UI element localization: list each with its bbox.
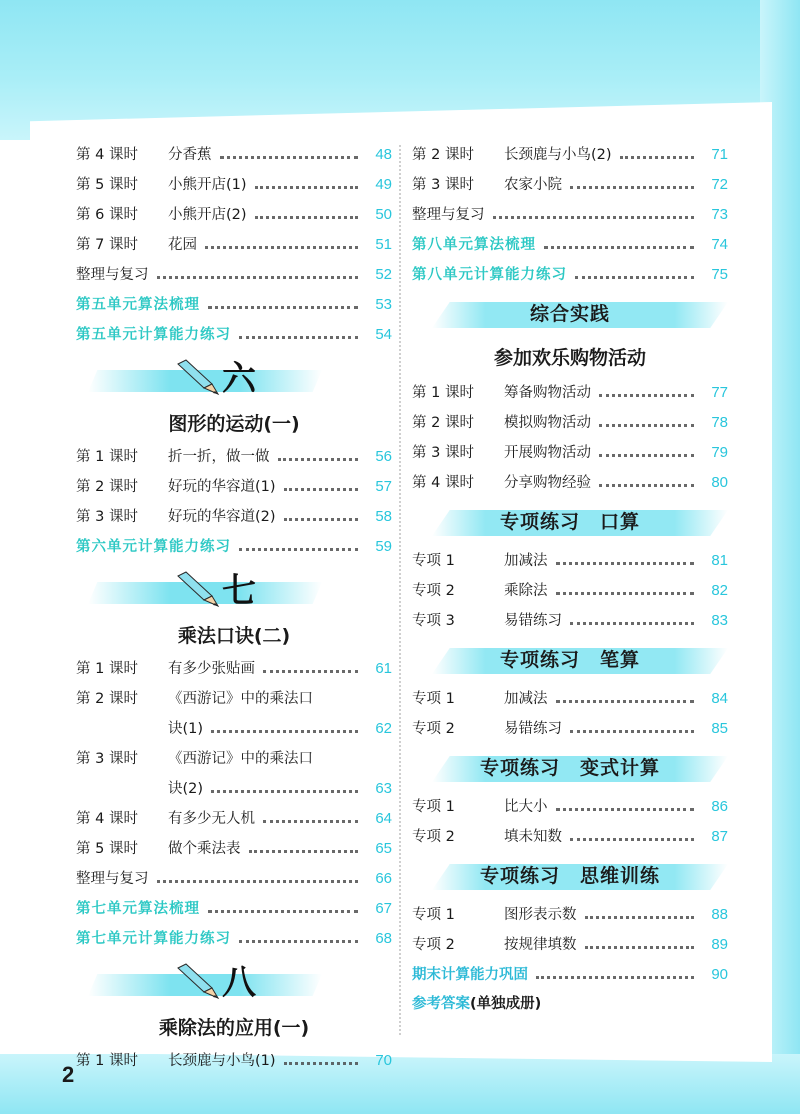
unit-title: 乘法口诀(二) — [177, 625, 291, 647]
leader-dots — [556, 561, 695, 565]
leader-dots — [255, 185, 358, 189]
answer-key-entry[interactable] — [412, 990, 728, 1018]
page-ref: 51 — [375, 236, 392, 253]
toc-row[interactable]: 专项 2 乘除法 82 — [412, 576, 728, 606]
page-ref: 64 — [375, 810, 392, 827]
activity-title: 参加欢乐购物活动 — [493, 347, 646, 369]
leader-dots — [208, 909, 358, 913]
page-ref: 72 — [711, 176, 728, 193]
leader-dots — [208, 305, 358, 309]
toc-row[interactable]: 第 3 课时 《西游记》中的乘法口 — [76, 751, 313, 767]
leader-dots — [556, 699, 695, 703]
leader-dots — [239, 939, 358, 943]
page-ref: 56 — [375, 448, 392, 465]
toc-row[interactable]: 专项 3 易错练习 83 — [412, 606, 728, 636]
page-ref: 49 — [375, 176, 392, 193]
toc-row-practice[interactable]: 第六单元计算能力练习 59 — [76, 532, 392, 562]
toc-row-practice[interactable]: 第七单元计算能力练习 68 — [76, 924, 392, 954]
toc-row[interactable]: 第 3 课时 开展购物活动 79 — [412, 438, 728, 468]
page-ref: 59 — [375, 538, 392, 555]
unit-banner-7 — [76, 568, 392, 616]
page-ref: 65 — [375, 840, 392, 857]
page-ref: 57 — [375, 478, 392, 495]
toc-right-column — [412, 140, 728, 1018]
leader-dots — [570, 837, 694, 841]
toc-row[interactable]: 第 3 课时 农家小院 72 — [412, 170, 728, 200]
toc-row-algorithm[interactable]: 第八单元算法梳理 74 — [412, 230, 728, 260]
page-ref: 85 — [711, 720, 728, 737]
column-divider — [399, 145, 401, 1035]
toc-group-unit8-cont — [412, 140, 728, 290]
toc-row[interactable]: 第 1 课时 有多少张贴画 61 — [76, 654, 392, 684]
leader-dots — [620, 155, 694, 159]
leader-dots — [284, 517, 358, 521]
leader-dots — [599, 453, 694, 457]
toc-row-review[interactable]: 整理与复习 73 — [412, 200, 728, 230]
toc-row[interactable]: 第 2 课时 长颈鹿与小鸟(2) 71 — [412, 140, 728, 170]
page-ref: 82 — [711, 582, 728, 599]
toc-row[interactable]: 专项 1 加减法 81 — [412, 546, 728, 576]
toc-row-practice[interactable]: 第五单元计算能力练习 54 — [76, 320, 392, 350]
page-ref: 58 — [375, 508, 392, 525]
leader-dots — [570, 621, 694, 625]
leader-dots — [599, 483, 694, 487]
leader-dots — [239, 335, 358, 339]
section-title: 专项练习 思维训练 — [479, 865, 660, 887]
leader-dots — [493, 215, 695, 219]
toc-group-written — [412, 684, 728, 744]
leader-dots — [536, 975, 694, 979]
page-ref: 77 — [711, 384, 728, 401]
leader-dots — [239, 547, 358, 551]
page-ref: 78 — [711, 414, 728, 431]
unit-title: 乘除法的应用(一) — [158, 1017, 310, 1039]
toc-group-unit8 — [76, 1046, 392, 1076]
toc-row[interactable]: 第 6 课时 小熊开店(2) 50 — [76, 200, 392, 230]
toc-row[interactable]: 第 1 课时 长颈鹿与小鸟(1) 70 — [76, 1046, 392, 1076]
section-banner-variant — [412, 748, 728, 788]
toc-row[interactable]: 第 2 课时 好玩的华容道(1) 57 — [76, 472, 392, 502]
section-banner-written — [412, 640, 728, 680]
toc-row-final-review[interactable]: 期末计算能力巩固 90 — [412, 960, 728, 990]
leader-dots — [585, 945, 695, 949]
section-banner-thinking — [412, 856, 728, 896]
toc-row[interactable]: 第 1 课时 折一折，做一做 56 — [76, 442, 392, 472]
toc-row[interactable]: 第 4 课时 分享购物经验 80 — [412, 468, 728, 498]
section-banner-practice — [412, 294, 728, 334]
unit-banner-6 — [76, 356, 392, 404]
leader-dots — [263, 819, 358, 823]
toc-row[interactable]: 专项 2 按规律填数 89 — [412, 930, 728, 960]
toc-group-unit7 — [76, 654, 392, 954]
toc-row-practice[interactable]: 第八单元计算能力练习 75 — [412, 260, 728, 290]
pencil-icon — [172, 962, 222, 1002]
page-ref: 90 — [711, 966, 728, 983]
toc-row[interactable]: 专项 1 加减法 84 — [412, 684, 728, 714]
toc-row[interactable]: 专项 2 填未知数 87 — [412, 822, 728, 852]
answer-key-label: 参考答案 — [412, 996, 470, 1012]
unit-number: 八 — [222, 963, 256, 1003]
page-ref: 80 — [711, 474, 728, 491]
toc-group-shopping — [412, 378, 728, 498]
toc-row-continued[interactable]: 诀(2) 63 — [76, 774, 392, 804]
toc-row[interactable]: 第 1 课时 筹备购物活动 77 — [412, 378, 728, 408]
page-ref: 61 — [375, 660, 392, 677]
leader-dots — [585, 915, 695, 919]
toc-group-oral — [412, 546, 728, 636]
toc-row[interactable]: 第 4 课时 分香蕉 48 — [76, 140, 392, 170]
answer-key-note: (单独成册) — [470, 996, 542, 1012]
leader-dots — [599, 393, 694, 397]
page-ref: 74 — [711, 236, 728, 253]
toc-row-algorithm[interactable]: 第五单元算法梳理 53 — [76, 290, 392, 320]
leader-dots — [263, 669, 358, 673]
toc-row-review[interactable]: 整理与复习 66 — [76, 864, 392, 894]
leader-dots — [205, 245, 358, 249]
toc-row[interactable]: 专项 1 图形表示数 88 — [412, 900, 728, 930]
leader-dots — [278, 457, 359, 461]
toc-row[interactable]: 第 5 课时 小熊开店(1) 49 — [76, 170, 392, 200]
section-title: 专项练习 口算 — [499, 511, 640, 533]
unit-title: 图形的运动(一) — [168, 413, 300, 435]
toc-row[interactable]: 第 5 课时 做个乘法表 65 — [76, 834, 392, 864]
toc-group-thinking — [412, 900, 728, 990]
leader-dots — [211, 789, 358, 793]
page-ref: 86 — [711, 798, 728, 815]
page-ref: 66 — [375, 870, 392, 887]
page-ref: 48 — [375, 146, 392, 163]
leader-dots — [570, 185, 694, 189]
leader-dots — [157, 275, 359, 279]
page-ref: 84 — [711, 690, 728, 707]
page-ref: 50 — [375, 206, 392, 223]
toc-row[interactable]: 专项 1 比大小 86 — [412, 792, 728, 822]
page-ref: 68 — [375, 930, 392, 947]
page-ref: 54 — [375, 326, 392, 343]
page-ref: 67 — [375, 900, 392, 917]
page-ref: 87 — [711, 828, 728, 845]
unit-number: 六 — [222, 359, 256, 399]
toc-row[interactable]: 第 2 课时 《西游记》中的乘法口 — [76, 691, 313, 707]
section-title: 专项练习 笔算 — [499, 649, 640, 671]
page-ref: 71 — [711, 146, 728, 163]
toc-row-continued[interactable]: 诀(1) 62 — [76, 714, 392, 744]
page-ref: 75 — [711, 266, 728, 283]
page-ref: 81 — [711, 552, 728, 569]
leader-dots — [575, 275, 694, 279]
leader-dots — [570, 729, 694, 733]
leader-dots — [211, 729, 358, 733]
page-ref: 79 — [711, 444, 728, 461]
toc-row-review[interactable]: 整理与复习 52 — [76, 260, 392, 290]
pencil-icon — [172, 358, 222, 398]
page-ref: 70 — [375, 1052, 392, 1069]
toc-group-variant — [412, 792, 728, 852]
toc-row[interactable]: 第 3 课时 好玩的华容道(2) 58 — [76, 502, 392, 532]
leader-dots — [255, 215, 358, 219]
page-ref: 62 — [375, 720, 392, 737]
leader-dots — [284, 487, 358, 491]
unit-number: 七 — [222, 571, 256, 611]
toc-row[interactable]: 专项 2 易错练习 85 — [412, 714, 728, 744]
page-ref: 88 — [711, 906, 728, 923]
page-ref: 53 — [375, 296, 392, 313]
toc-group-unit6 — [76, 442, 392, 562]
leader-dots — [556, 591, 695, 595]
toc-group-unit5 — [76, 140, 392, 350]
toc-row[interactable]: 第 2 课时 模拟购物活动 78 — [412, 408, 728, 438]
page-ref: 52 — [375, 266, 392, 283]
section-title: 专项练习 变式计算 — [479, 757, 660, 779]
section-title: 综合实践 — [529, 303, 610, 325]
leader-dots — [544, 245, 694, 249]
leader-dots — [599, 423, 694, 427]
leader-dots — [249, 849, 359, 853]
page-number: 2 — [62, 1062, 75, 1087]
toc-left-column — [76, 140, 392, 1076]
leader-dots — [556, 807, 695, 811]
leader-dots — [284, 1061, 358, 1065]
page-ref: 89 — [711, 936, 728, 953]
page-ref: 63 — [375, 780, 392, 797]
leader-dots — [157, 879, 359, 883]
toc-row[interactable]: 第 4 课时 有多少无人机 64 — [76, 804, 392, 834]
page-ref: 73 — [711, 206, 728, 223]
unit-banner-8 — [76, 960, 392, 1008]
toc-row[interactable]: 第 7 课时 花园 51 — [76, 230, 392, 260]
pencil-icon — [172, 570, 222, 610]
page-ref: 83 — [711, 612, 728, 629]
section-banner-oral — [412, 502, 728, 542]
leader-dots — [220, 155, 359, 159]
toc-row-algorithm[interactable]: 第七单元算法梳理 67 — [76, 894, 392, 924]
